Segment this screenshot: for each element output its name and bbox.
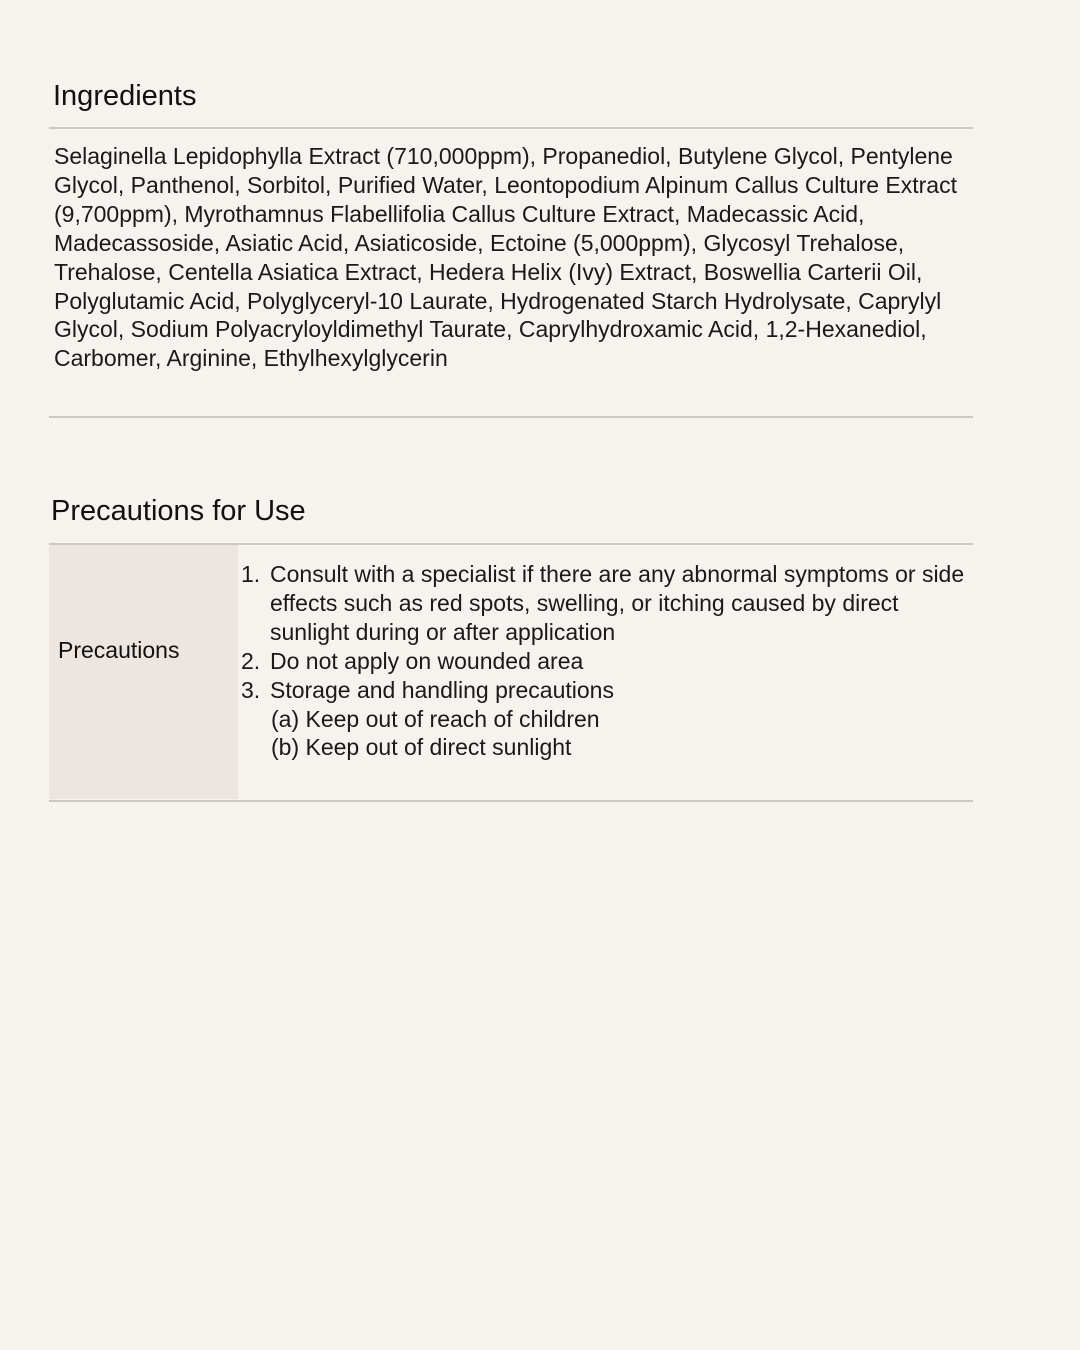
precaution-item-2-number: 2. — [241, 647, 261, 674]
precautions-heading: Precautions for Use — [51, 495, 306, 527]
precautions-list — [241, 560, 976, 762]
precautions-bottom-divider — [49, 800, 973, 802]
ingredients-heading: Ingredients — [53, 80, 197, 112]
storage-sub-items — [270, 705, 976, 763]
precaution-item-1-number: 1. — [241, 561, 261, 587]
storage-sub-item-b: (b) Keep out of direct sunlight — [271, 734, 572, 761]
precautions-label-cell — [49, 545, 238, 799]
precautions-label: Precautions — [58, 637, 180, 663]
storage-sub-item-a: (a) Keep out of reach of children — [271, 705, 600, 732]
precaution-item-2-text: Do not apply on wounded area — [270, 647, 584, 674]
precaution-item-2 — [241, 647, 976, 676]
precaution-item-3 — [241, 676, 976, 763]
precaution-item-3-text: Storage and handling precautions — [270, 676, 614, 703]
precaution-item-1-text: Consult with a specialist if there are any abnormal symptoms or side effects such as red spots, swelling, or itching caused by direct sunlight during or after application — [270, 561, 965, 645]
precaution-item-1 — [241, 560, 976, 647]
precaution-item-3-number: 3. — [241, 676, 261, 703]
ingredients-bottom-divider — [49, 416, 973, 418]
ingredients-list-text: Selaginella Lepidophylla Extract (710,000ppm), Propanediol, Butylene Glycol, Pentylene Glycol, Panthenol, Sorbitol, Purified Water, Leontopodium Alpinum Callus Culture Extract (9,700ppm), Myrothamnus Flabellifolia Callus Culture Extract, Madecassic Acid, Madecassoside, Asiatic Acid, Asiaticoside, Ectoine (5,000ppm), Glycosyl Trehalose, Trehalose, Centella Asiatica Extract, Hedera Helix (Ivy) Extract, Boswellia Carterii Oil, Polyglutamic Acid, Polyglyceryl-10 Laurate, Hydrogenated Starch Hydrolysate, Caprylyl Glycol, Sodium Polyacryloyldimethyl Taurate, Caprylhydroxamic Acid, 1,2-Hexanediol, Carbomer, Arginine, Ethylhexylglycerin — [54, 143, 957, 372]
ingredients-top-divider — [49, 127, 973, 129]
